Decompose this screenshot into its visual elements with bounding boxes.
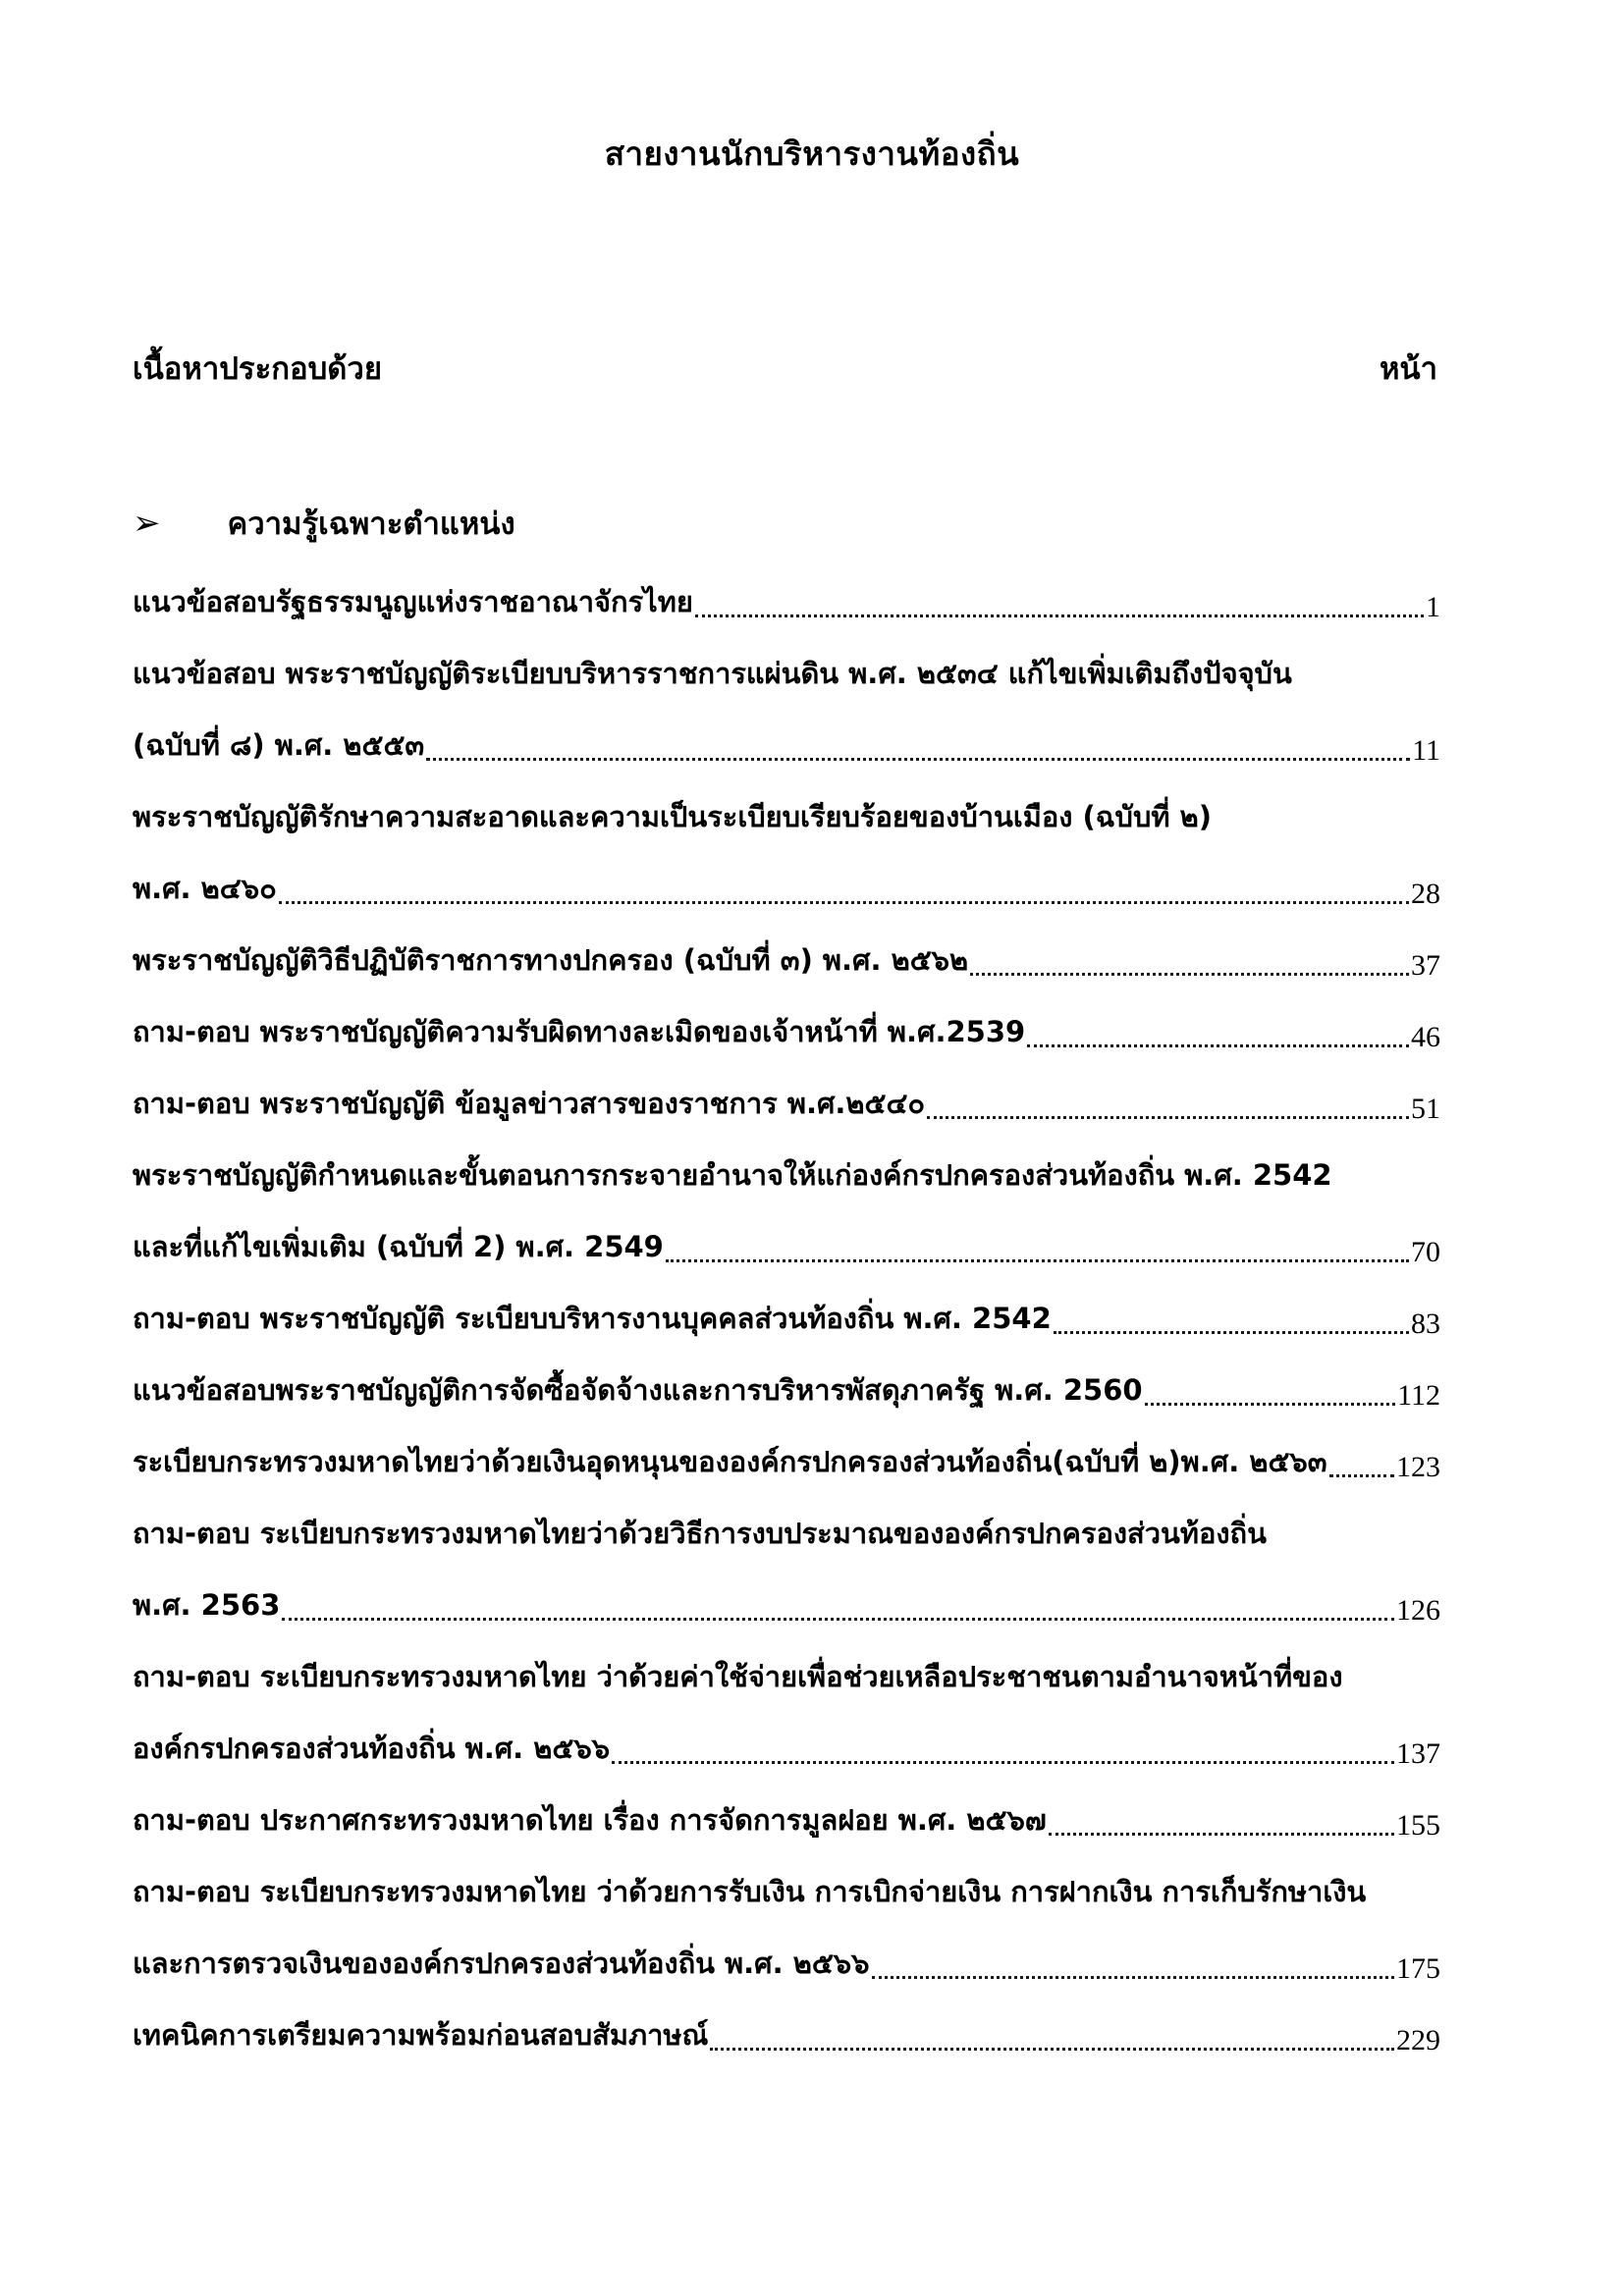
toc-entry-text: ถาม-ตอบ พระราชบัญญัติ ระเบียบบริหารงานบุคคลส่วนท้องถิ่น พ.ศ. 2542 bbox=[133, 1302, 1052, 1335]
toc-entry-text: (ฉบับที่ ๘) พ.ศ. ๒๕๕๓ bbox=[133, 728, 425, 762]
toc-entry bbox=[133, 1066, 1440, 1138]
toc-entry-text: แนวข้อสอบรัฐธรรมนูญแห่งราชอาณาจักรไทย bbox=[133, 585, 693, 618]
toc-entry bbox=[133, 1998, 1440, 2069]
toc-entry-text: ถาม-ตอบ พระราชบัญญัติความรับผิดทางละเมิดของเจ้าหน้าที่ พ.ศ.2539 bbox=[133, 1015, 1026, 1048]
toc-entry-text: ถาม-ตอบ ระเบียบกระทรวงมหาดไทย ว่าด้วยค่าใช้จ่ายเพื่อช่วยเหลือประชาชนตามอำนาจหน้าที่ของ bbox=[133, 1660, 1343, 1693]
dot-leader bbox=[927, 1116, 1409, 1119]
dot-leader bbox=[666, 1259, 1409, 1262]
page-title: สายงานนักบริหารงานท้องถิ่น bbox=[604, 134, 1020, 173]
toc-entry bbox=[133, 708, 1440, 779]
dot-leader bbox=[1145, 1403, 1396, 1406]
toc-entry-text: พ.ศ. ๒๔๖๐ bbox=[133, 872, 277, 905]
toc-page-number: 137 bbox=[1396, 1737, 1440, 1770]
toc-entry-text: เทคนิคการเตรียมความพร้อมก่อนสอบสัมภาษณ์ bbox=[133, 2018, 709, 2052]
section-heading: ความรู้เฉพาะตำแหน่ง bbox=[227, 507, 515, 542]
page-column-heading: หน้า bbox=[1379, 351, 1437, 387]
dot-leader bbox=[970, 973, 1409, 976]
toc-page-number: 126 bbox=[1396, 1594, 1440, 1627]
dot-leader bbox=[710, 2048, 1394, 2051]
dot-leader bbox=[612, 1761, 1394, 1764]
toc-page-number: 46 bbox=[1411, 1021, 1440, 1053]
toc-entry-text: พระราชบัญญัติกำหนดและขั้นตอนการกระจายอำนาจให้แก่องค์กรปกครองส่วนท้องถิ่น พ.ศ. 2542 bbox=[133, 1158, 1332, 1192]
toc-entry bbox=[133, 1783, 1440, 1854]
toc-entry bbox=[133, 994, 1440, 1066]
toc-entry-text: พ.ศ. 2563 bbox=[133, 1588, 281, 1622]
toc-entry-text: พระราชบัญญัติรักษาความสะอาดและความเป็นระเบียบเรียบร้อยของบ้านเมือง (ฉบับที่ ๒) bbox=[133, 800, 1212, 833]
toc-entry bbox=[133, 1926, 1440, 1998]
toc-page-number: 1 bbox=[1426, 591, 1440, 623]
toc-entry bbox=[133, 1209, 1440, 1281]
dot-leader bbox=[426, 758, 1410, 761]
toc-page-number: 70 bbox=[1411, 1236, 1440, 1268]
toc-header-row bbox=[133, 344, 1437, 393]
toc-page-number: 28 bbox=[1411, 878, 1440, 910]
toc-entry-text: และการตรวจเงินขององค์กรปกครองส่วนท้องถิ่น พ.ศ. ๒๕๖๖ bbox=[133, 1947, 870, 1980]
dot-leader bbox=[1329, 1474, 1394, 1477]
toc-entry bbox=[133, 923, 1440, 994]
toc-entry-text: และที่แก้ไขเพิ่มเติม (ฉบับที่ 2) พ.ศ. 2549 bbox=[133, 1230, 664, 1263]
toc-page-number: 112 bbox=[1397, 1379, 1440, 1412]
toc-entry bbox=[133, 851, 1440, 923]
dot-leader bbox=[1027, 1044, 1409, 1047]
toc-page-number: 83 bbox=[1411, 1308, 1440, 1340]
toc-entry-text: ถาม-ตอบ ประกาศกระทรวงมหาดไทย เรื่อง การจัดการมูลฝอย พ.ศ. ๒๕๖๗ bbox=[133, 1803, 1047, 1837]
section-heading-row bbox=[133, 499, 515, 548]
toc-entry bbox=[133, 1281, 1440, 1353]
toc-entry-text: ถาม-ตอบ ระเบียบกระทรวงมหาดไทยว่าด้วยวิธีการงบประมาณขององค์กรปกครองส่วนท้องถิ่น bbox=[133, 1517, 1267, 1550]
toc-page-number: 11 bbox=[1412, 734, 1440, 767]
toc-entry bbox=[133, 779, 1440, 851]
dot-leader bbox=[279, 901, 1409, 904]
toc-entry bbox=[133, 1854, 1440, 1926]
toc-entry-text: องค์กรปกครองส่วนท้องถิ่น พ.ศ. ๒๕๖๖ bbox=[133, 1732, 611, 1765]
toc-entry bbox=[133, 1424, 1440, 1496]
dot-leader bbox=[282, 1618, 1394, 1621]
toc-page-number: 123 bbox=[1396, 1451, 1440, 1483]
toc-entry-text: ถาม-ตอบ ระเบียบกระทรวงมหาดไทย ว่าด้วยการรับเงิน การเบิกจ่ายเงิน การฝากเงิน การเก็บรักษาเงิน bbox=[133, 1875, 1367, 1908]
toc-page-number: 155 bbox=[1396, 1809, 1440, 1842]
toc-entry bbox=[133, 1138, 1440, 1209]
dot-leader bbox=[1049, 1833, 1394, 1836]
toc-entry bbox=[133, 564, 1440, 636]
arrow-bullet-icon: ➢ bbox=[133, 504, 161, 543]
toc-entry-text: ระเบียบกระทรวงมหาดไทยว่าด้วยเงินอุดหนุนขององค์กรปกครองส่วนท้องถิ่น(ฉบับที่ ๒)พ.ศ. ๒๕๖๓ bbox=[133, 1445, 1327, 1478]
toc-list bbox=[133, 564, 1440, 2069]
toc-page-number: 51 bbox=[1411, 1093, 1440, 1125]
toc-entry-text: แนวข้อสอบพระราชบัญญัติการจัดซื้อจัดจ้างและการบริหารพัสดุภาครัฐ พ.ศ. 2560 bbox=[133, 1373, 1143, 1407]
toc-entry bbox=[133, 1496, 1440, 1568]
toc-entry bbox=[133, 1353, 1440, 1424]
toc-entry bbox=[133, 636, 1440, 708]
toc-entry bbox=[133, 1711, 1440, 1783]
toc-page-number: 175 bbox=[1396, 1952, 1440, 1985]
toc-entry bbox=[133, 1639, 1440, 1711]
toc-page-number: 37 bbox=[1411, 949, 1440, 982]
dot-leader bbox=[1054, 1331, 1409, 1334]
toc-entry bbox=[133, 1568, 1440, 1639]
toc-entry-text: ถาม-ตอบ พระราชบัญญัติ ข้อมูลข่าวสารของราชการ พ.ศ.๒๕๔๐ bbox=[133, 1087, 926, 1120]
dot-leader bbox=[695, 614, 1424, 617]
contents-heading: เนื้อหาประกอบด้วย bbox=[133, 351, 382, 387]
toc-entry-text: แนวข้อสอบ พระราชบัญญัติระเบียบบริหารราชการแผ่นดิน พ.ศ. ๒๕๓๔ แก้ไขเพิ่มเติมถึงปัจจุบัน bbox=[133, 657, 1292, 690]
toc-entry-text: พระราชบัญญัติวิธีปฏิบัติราชการทางปกครอง (ฉบับที่ ๓) พ.ศ. ๒๕๖๒ bbox=[133, 943, 969, 977]
toc-page-number: 229 bbox=[1396, 2024, 1440, 2056]
dot-leader bbox=[872, 1976, 1394, 1979]
